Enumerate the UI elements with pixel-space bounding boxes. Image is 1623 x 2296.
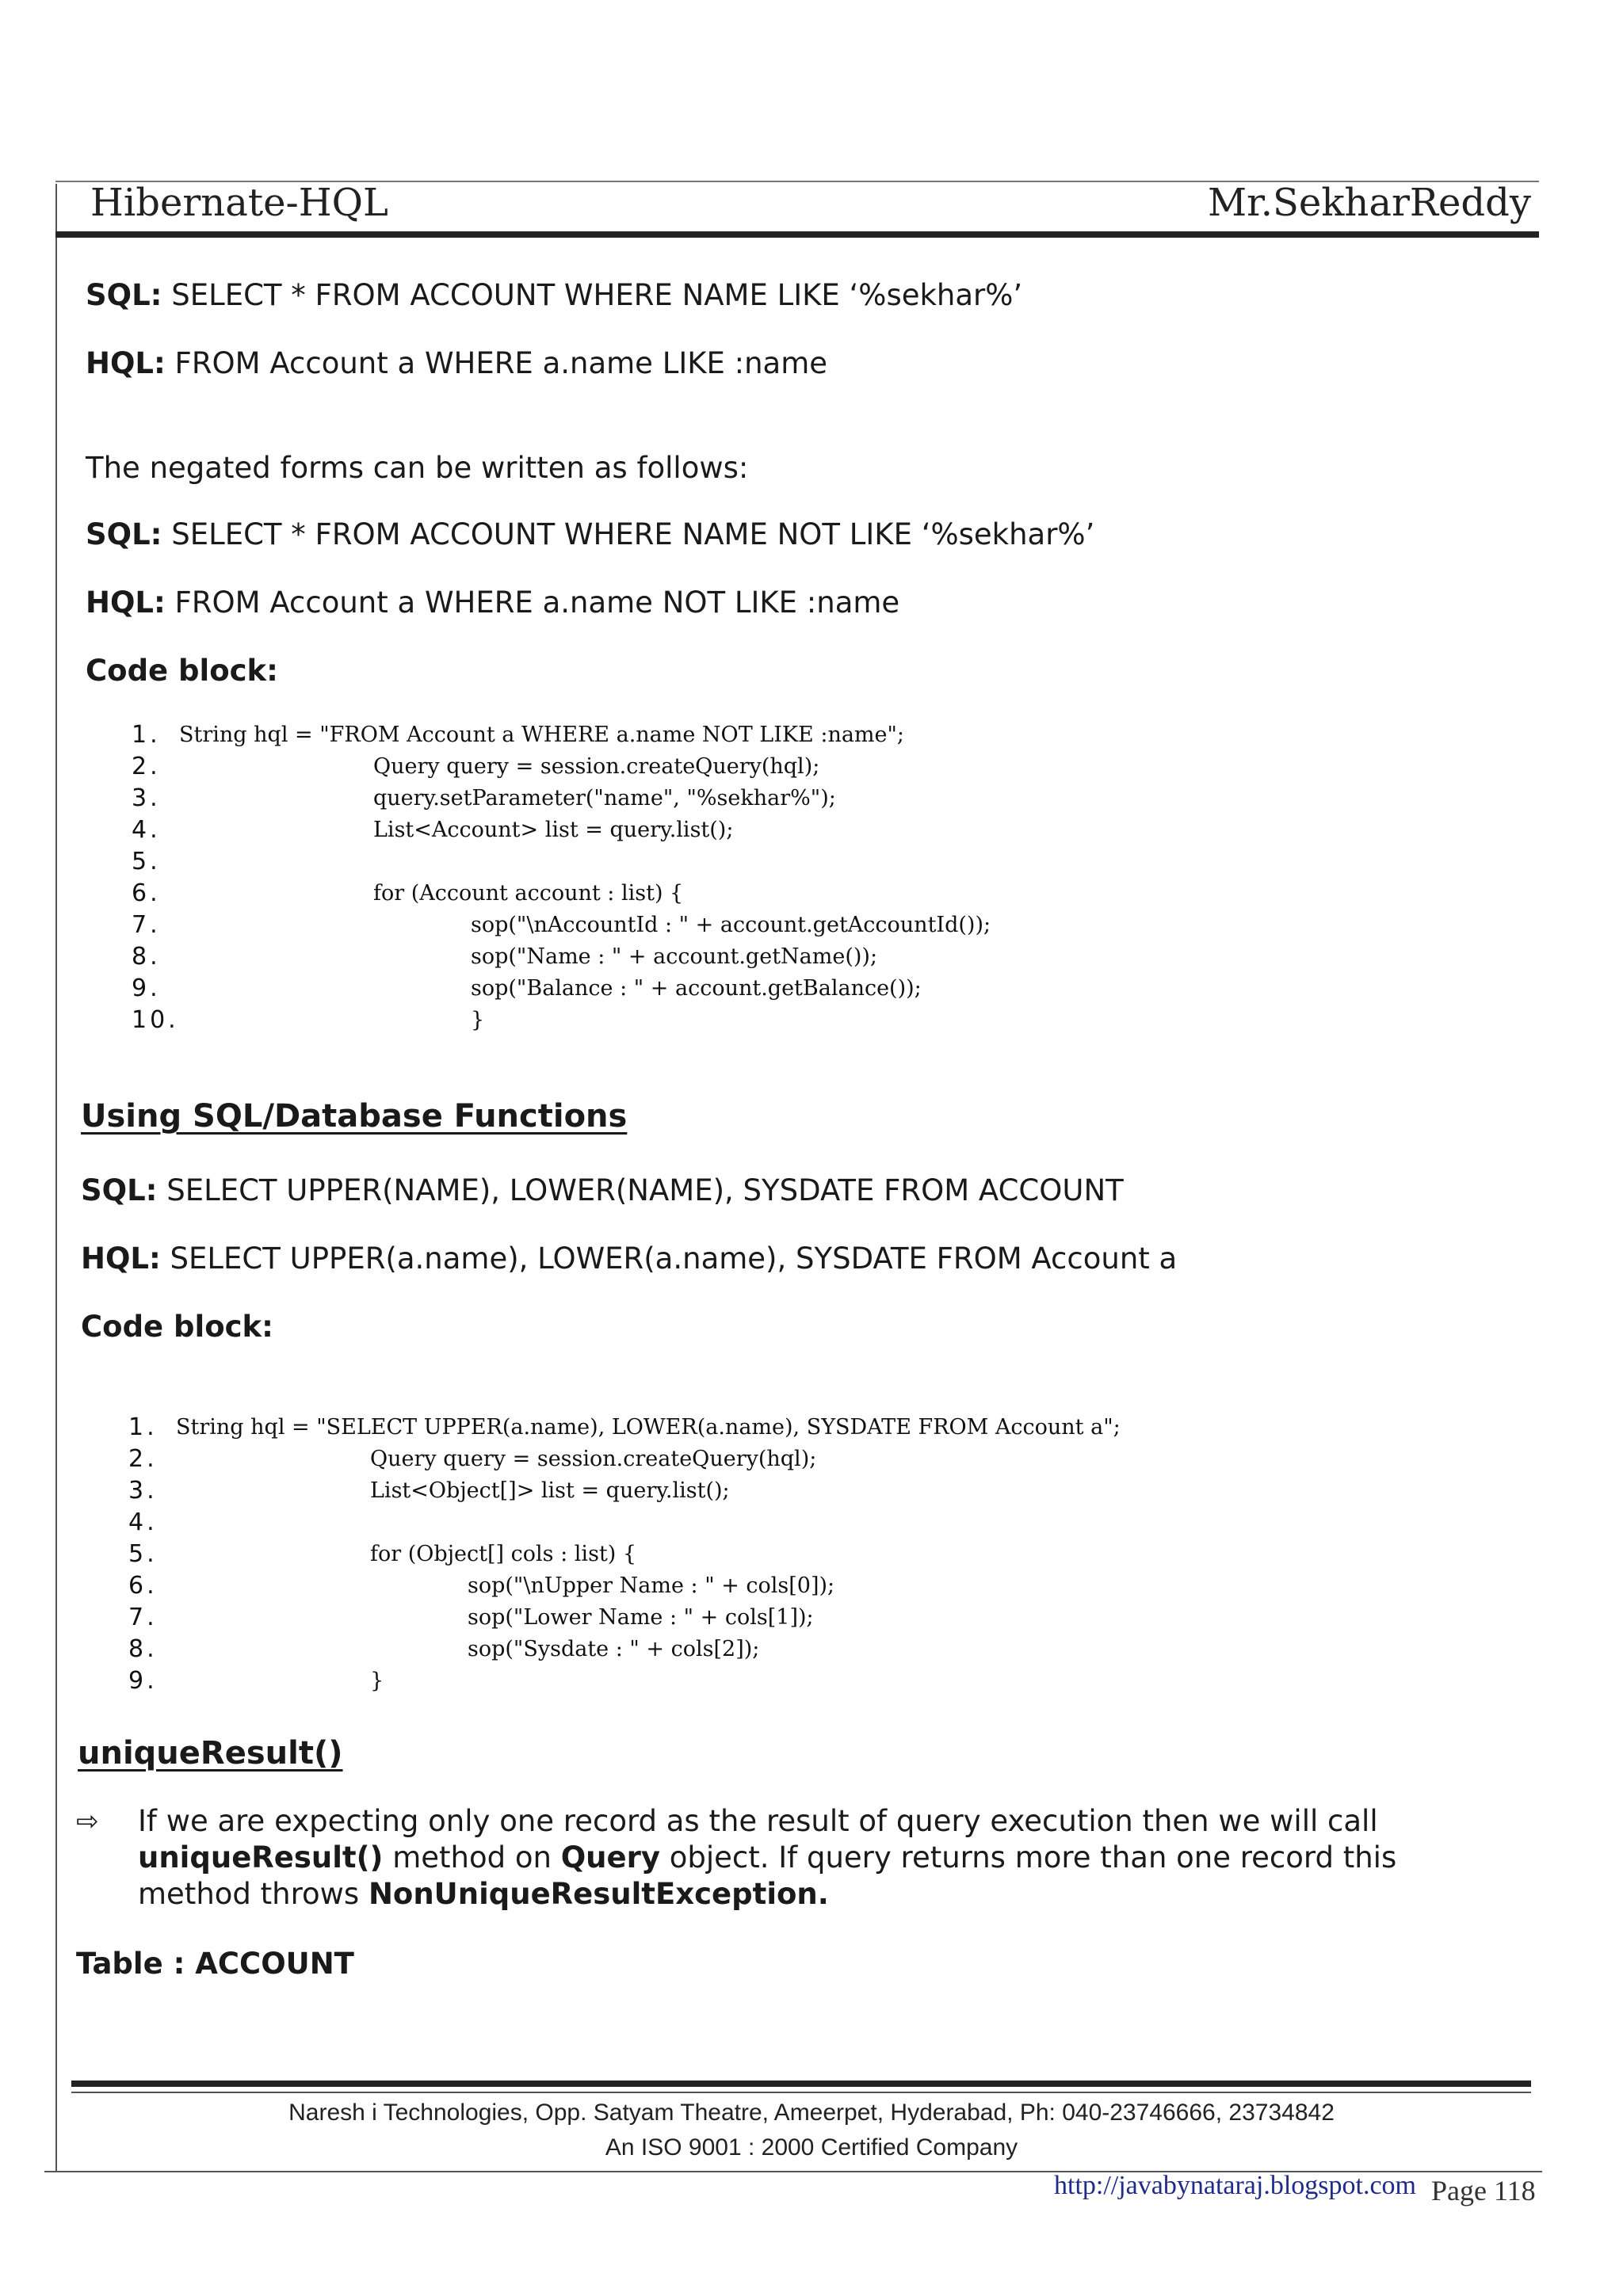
blog-url-link[interactable]: http://javabynataraj.blogspot.com (1054, 2171, 1417, 2200)
code-line-text: Query query = session.createQuery(hql); (370, 1447, 817, 1471)
code-line-text: query.setParameter("name", "%sekhar%"); (373, 786, 836, 810)
code-line-text: } (471, 1008, 485, 1032)
sql-label: SQL: (86, 278, 162, 312)
code-block-1 (132, 721, 1320, 1038)
arrow-bullet-icon: ⇨ (76, 1806, 99, 1837)
code-line-number: 9. (132, 974, 161, 1002)
hql-like-line (86, 345, 827, 382)
code-line-text: List<Account> list = query.list(); (373, 818, 734, 842)
code-line-number: 5. (128, 1540, 158, 1568)
code-line-text: String hql = "SELECT UPPER(a.name), LOWER(a.name), SYSDATE FROM Account a"; (176, 1415, 1121, 1440)
code-line-number: 1. (132, 721, 161, 749)
hql-not-like-line (86, 585, 899, 621)
para-bold-method: uniqueResult() (138, 1840, 384, 1875)
code-line-number: 2. (128, 1445, 158, 1473)
hql-label: HQL: (81, 1241, 161, 1276)
footer-rule (71, 2081, 1531, 2087)
code-line-number: 5. (132, 848, 161, 875)
code-line-text: sop("Lower Name : " + cols[1]); (468, 1605, 814, 1630)
code-line-text: List<Object[]> list = query.list(); (370, 1478, 730, 1503)
para-bold-query: Query (560, 1840, 660, 1875)
header-author: Mr.SekharReddy (1207, 181, 1531, 225)
code-line-number: 8. (132, 943, 161, 971)
code-line-number: 7. (128, 1604, 158, 1631)
code-line-text: sop("Name : " + account.getName()); (471, 944, 878, 969)
code-line-number: 6. (128, 1572, 158, 1600)
code-line-number: 4. (128, 1508, 158, 1536)
code-line-number: 9. (128, 1667, 158, 1695)
hql-not-like-text: FROM Account a WHERE a.name NOT LIKE :name (165, 585, 900, 620)
hql-label: HQL: (86, 346, 166, 380)
code-line-text: for (Object[] cols : list) { (370, 1542, 637, 1566)
code-line-text: for (Account account : list) { (373, 881, 684, 906)
unique-result-paragraph (138, 1803, 1453, 1913)
para-text-2: method on (383, 1840, 561, 1875)
code-line-text: Query query = session.createQuery(hql); (373, 754, 820, 779)
hql-label: HQL: (86, 585, 166, 620)
code-line-text: String hql = "FROM Account a WHERE a.name NOT LIKE :name"; (179, 723, 905, 747)
section-heading-unique-result: uniqueResult() (78, 1735, 343, 1772)
table-heading: Table : ACCOUNT (76, 1947, 354, 1981)
code-block-heading-2: Code block: (81, 1310, 273, 1344)
code-line-text: sop("\nAccountId : " + account.getAccountId()); (471, 913, 991, 937)
page-number: Page 118 (1431, 2175, 1536, 2206)
code-line-text: sop("Balance : " + account.getBalance()); (471, 976, 922, 1001)
para-bold-exception: NonUniqueResultException. (368, 1877, 829, 1911)
header-title: Hibernate-HQL (90, 181, 388, 225)
sql-not-like-text: SELECT * FROM ACCOUNT WHERE NAME NOT LIKE ‘%sekhar%’ (162, 517, 1095, 551)
code-line-number: 3. (128, 1477, 158, 1505)
hql-like-text: FROM Account a WHERE a.name LIKE :name (165, 346, 828, 380)
code-line-number: 8. (128, 1635, 158, 1663)
sql-like-line (86, 277, 1022, 314)
code-block-heading-1: Code block: (86, 654, 278, 688)
footer-iso: An ISO 9001 : 2000 Certified Company (605, 2134, 1018, 2161)
code-line-number: 3. (132, 784, 161, 812)
code-line-text: } (370, 1669, 384, 1693)
header-rule (55, 231, 1539, 238)
sql-label: SQL: (86, 517, 162, 551)
page-header (87, 176, 1537, 231)
para-text-1: If we are expecting only one record as the result of query execution then we will call (138, 1804, 1378, 1838)
code-line-number: 4. (132, 816, 161, 844)
code-line-text: sop("Sysdate : " + cols[2]); (468, 1637, 760, 1661)
code-line-number: 2. (132, 753, 161, 780)
sql-like-text: SELECT * FROM ACCOUNT WHERE NAME LIKE ‘%sekhar%’ (162, 278, 1023, 312)
footer-rule-thin (71, 2092, 1531, 2093)
sql-functions-line (81, 1173, 1124, 1209)
code-line-number: 1. (128, 1413, 158, 1441)
sql-not-like-line (86, 517, 1094, 553)
code-line-number: 7. (132, 911, 161, 939)
hql-functions-text: SELECT UPPER(a.name), LOWER(a.name), SYSDATE FROM Account a (160, 1241, 1178, 1276)
section-heading-functions: Using SQL/Database Functions (81, 1098, 628, 1135)
negated-intro: The negated forms can be written as follows: (86, 451, 749, 485)
sql-label: SQL: (81, 1173, 158, 1207)
sql-functions-text: SELECT UPPER(NAME), LOWER(NAME), SYSDATE FROM ACCOUNT (157, 1173, 1124, 1207)
para-text-3: object. If query returns more than one record this method throws (138, 1840, 1397, 1911)
code-line-text: sop("\nUpper Name : " + cols[0]); (468, 1573, 835, 1598)
footer-address: Naresh i Technologies, Opp. Satyam Theatre, Ameerpet, Hyderabad, Ph: 040-23746666, 23734842 (288, 2100, 1335, 2126)
hql-functions-line (81, 1241, 1177, 1277)
code-line-number: 10. (132, 1006, 179, 1034)
code-block-2 (128, 1413, 1365, 1699)
code-line-number: 6. (132, 879, 161, 907)
